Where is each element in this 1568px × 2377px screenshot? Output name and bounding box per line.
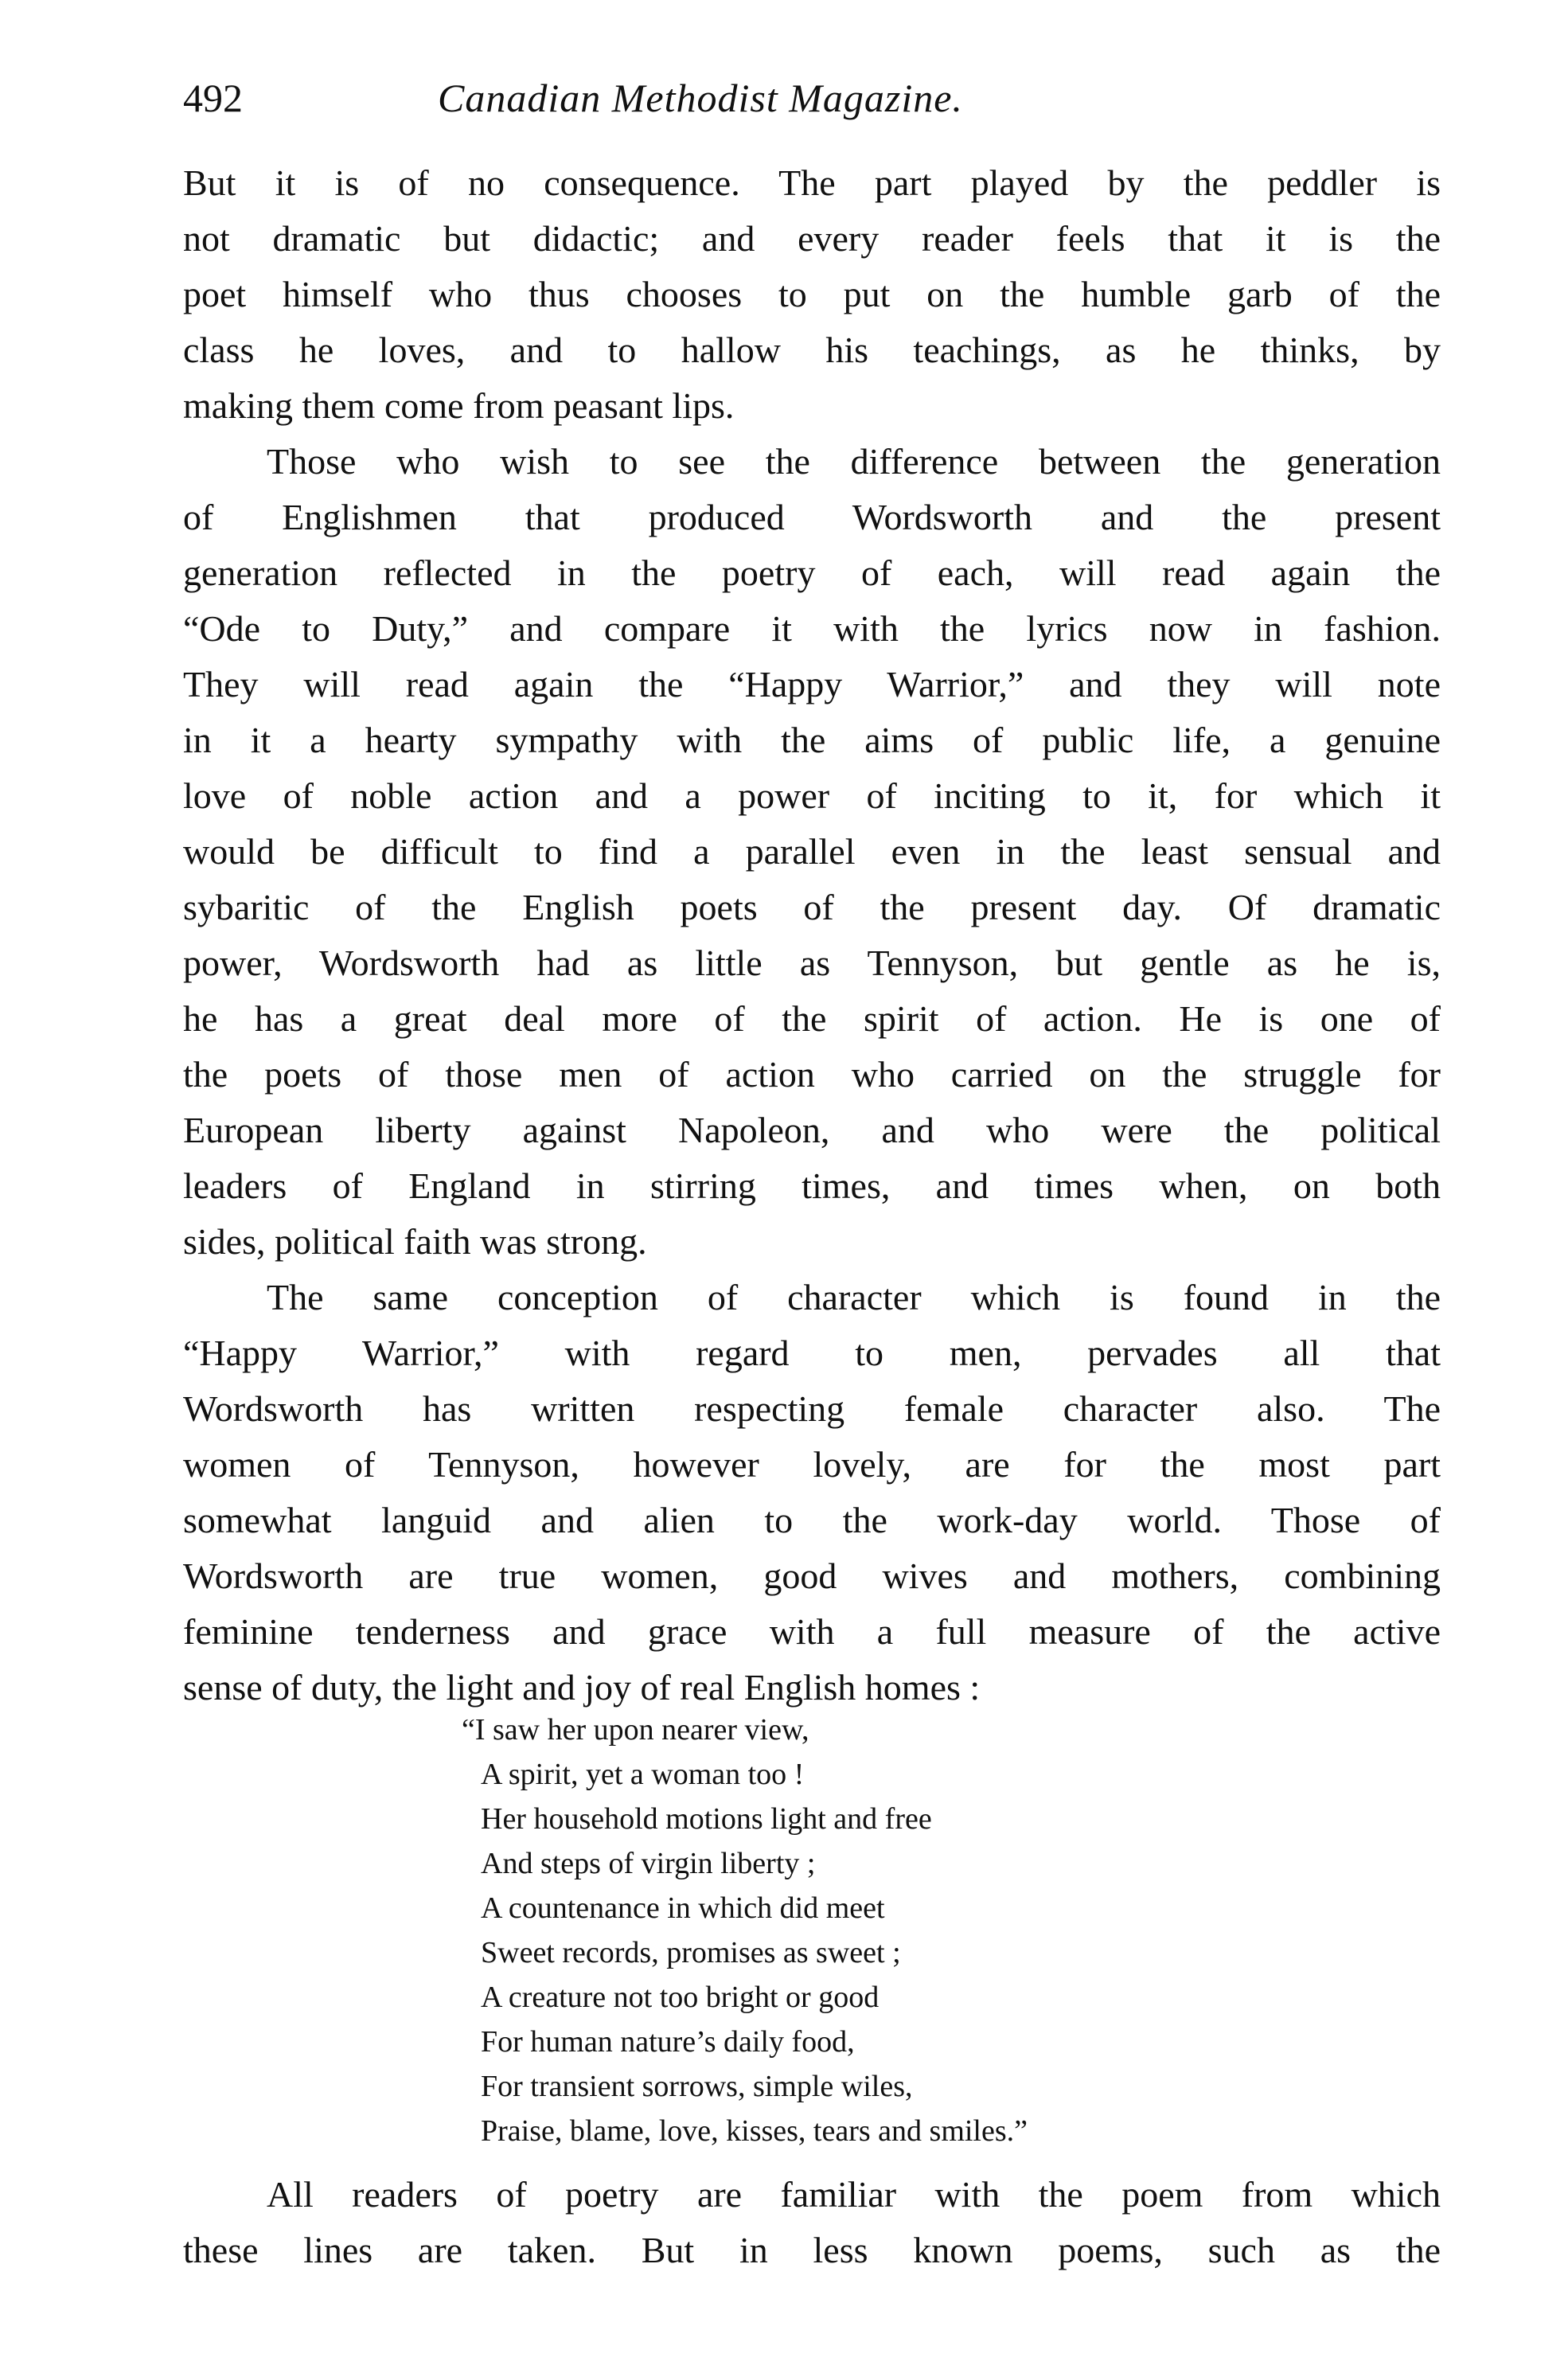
text-line: Wordsworth are true women, good wives and mothers, combining [183,1555,1441,1596]
text-line: sense of duty, the light and joy of real English homes : [183,1667,981,1708]
text-line: European liberty against Napoleon, and who were the political [183,1110,1441,1150]
text-line: All readers of poetry are familiar with the poem from which [267,2174,1441,2215]
text-line: women of Tennyson, however lovely, are for the most part [183,1444,1441,1485]
text-line: class he loves, and to hallow his teachings, as he thinks, by [183,330,1441,370]
text-line: Those who wish to see the difference between the generation [267,441,1441,482]
closing-paragraph [183,2167,1441,2278]
text-line: Wordsworth has written respecting female character also. The [183,1388,1441,1429]
poem-line: A countenance in which did meet [481,1891,885,1925]
text-line: leaders of England in stirring times, and times when, on both [183,1165,1441,1206]
text-line: generation reflected in the poetry of each, will read again the [183,552,1441,593]
page-number: 492 [183,76,243,120]
text-line: They will read again the “Happy Warrior,” and they will note [183,664,1441,705]
text-line: would be difficult to find a parallel even in the least sensual and [183,831,1441,872]
text-line: sides, political faith was strong. [183,1221,647,1262]
poem-line: For human nature’s daily food, [481,2025,855,2059]
text-line: The same conception of character which is found in the [267,1277,1441,1317]
text-line: making them come from peasant lips. [183,385,735,426]
text-line: these lines are taken. But in less known poems, such as the [183,2230,1441,2270]
text-line: love of noble action and a power of inciting to it, for which it [183,775,1441,816]
text-line: the poets of those men of action who carried on the struggle for [183,1054,1441,1095]
text-line: feminine tenderness and grace with a full measure of the active [183,1611,1441,1652]
text-line: somewhat languid and alien to the work-day world. Those of [183,1500,1441,1540]
poem-line: A spirit, yet a woman too ! [481,1758,805,1791]
text-line: of Englishmen that produced Wordsworth and the present [183,497,1441,537]
poem-line: “I saw her upon nearer view, [462,1713,809,1747]
text-line: he has a great deal more of the spirit of action. He is one of [183,998,1441,1039]
text-line: in it a hearty sympathy with the aims of public life, a genuine [183,720,1441,760]
poem-line: Her household motions light and free [481,1802,932,1836]
poem-line: A creature not too bright or good [481,1981,880,2014]
text-line: sybaritic of the English poets of the present day. Of dramatic [183,887,1441,927]
text-line: power, Wordsworth had as little as Tennyson, but gentle as he is, [183,943,1441,983]
poem-line: And steps of virgin liberty ; [481,1847,816,1880]
page-header [183,62,1441,134]
text-line: “Happy Warrior,” with regard to men, pervades all that [183,1333,1441,1373]
text-line: “Ode to Duty,” and compare it with the lyrics now in fashion. [183,608,1441,649]
text-line: But it is of no consequence. The part played by the peddler is [183,162,1441,203]
text-line: not dramatic but didactic; and every reader feels that it is the [183,218,1441,259]
text-line: poet himself who thus chooses to put on the humble garb of the [183,274,1441,314]
running-title: Canadian Methodist Magazine. [438,76,963,120]
poem-line: Praise, blame, love, kisses, tears and smiles.” [481,2114,1028,2148]
poem-quotation [462,1708,1178,2153]
body-text [183,155,1441,1715]
poem-line: Sweet records, promises as sweet ; [481,1936,901,1969]
poem-line: For transient sorrows, simple wiles, [481,2070,913,2103]
